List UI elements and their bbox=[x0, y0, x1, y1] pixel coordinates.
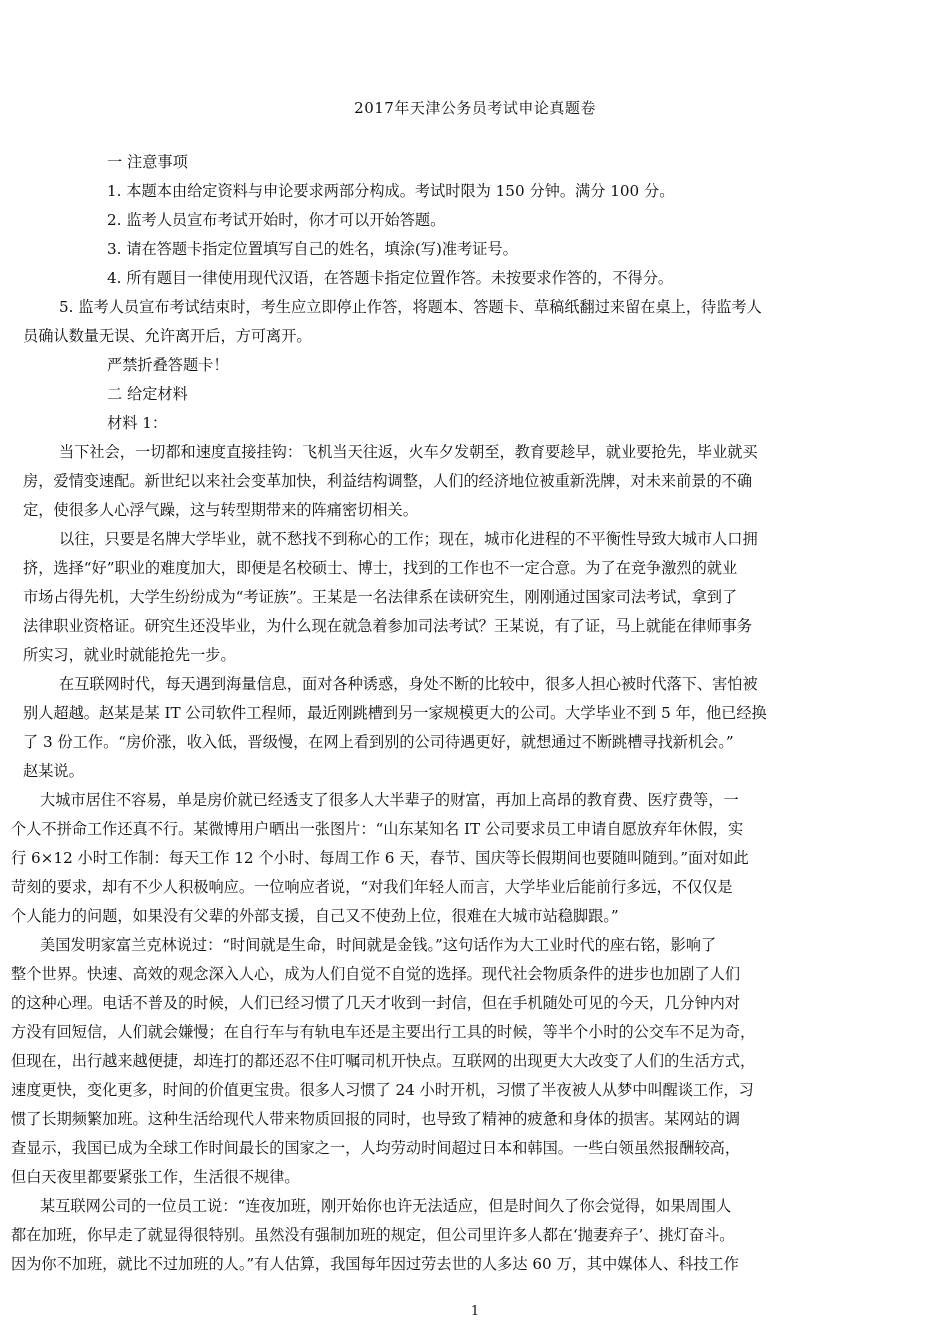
paragraph-line: 所实习，就业时就能抢先一步。 bbox=[23, 646, 236, 664]
paragraph-line: 方没有回短信，人们就会嫌慢；在自行车与有轨电车还是主要出行工具的时候，等半个小时的公交车不足为奇， bbox=[11, 1023, 756, 1041]
paragraph-line: 定，使很多人心浮气躁，这与转型期带来的阵痛密切相关。 bbox=[23, 501, 418, 519]
notice-item: 1. 本题本由给定资料与申论要求两部分构成。考试时限为 150 分钟。满分 100 分。 bbox=[107, 182, 675, 200]
paragraph-line: 查显示，我国已成为全球工作时间最长的国家之一，人均劳动时间超过日本和韩国。一些白领虽然报酬较高， bbox=[11, 1139, 740, 1157]
notice-item: 4. 所有题目一律使用现代汉语，在答题卡指定位置作答。未按要求作答的，不得分。 bbox=[107, 269, 674, 287]
notice-item: 3. 请在答题卡指定位置填写自己的姓名，填涂(写)准考证号。 bbox=[107, 240, 518, 258]
material-label: 材料 1： bbox=[107, 414, 168, 432]
paragraph-line: 苛刻的要求，却有不少人积极响应。一位响应者说，“对我们年轻人而言，大学毕业后能前行多远，不仅仅是 bbox=[11, 878, 733, 896]
paragraph-line: 了 3 份工作。“房价涨，收入低，晋级慢，在网上看到别的公司待遇更好，就想通过不断跳槽寻找新机会。” bbox=[23, 733, 734, 751]
paragraph-line: 美国发明家富兰克林说过：“时间就是生命，时间就是金钱。”这句话作为大工业时代的座右铭，影响了 bbox=[40, 936, 717, 954]
paragraph-line: 速度更快，变化更多，时间的价值更宝贵。很多人习惯了 24 小时开机，习惯了半夜被人从梦中叫醒谈工作，习 bbox=[11, 1081, 754, 1099]
section-heading: 一 注意事项 bbox=[107, 153, 188, 171]
paragraph-line: 因为你不加班，就比不过加班的人。”有人估算，我国每年因过劳去世的人多达 60 万，其中媒体人、科技工作 bbox=[11, 1255, 739, 1273]
paragraph-line: 个人不拼命工作还真不行。某微博用户晒出一张图片：“山东某知名 IT 公司要求员工申请自愿放弃年休假，实 bbox=[11, 820, 744, 838]
paragraph-line: 房，爱情变速配。新世纪以来社会变革加快，利益结构调整，人们的经济地位被重新洗牌，对未来前景的不确 bbox=[23, 472, 752, 490]
paragraph-line: 某互联网公司的一位员工说：“连夜加班，刚开始你也许无法适应，但是时间久了你会觉得，如果周围人 bbox=[40, 1197, 732, 1215]
paragraph-line: 在互联网时代，每天遇到海量信息，面对各种诱惑，身处不断的比较中，很多人担心被时代落下、害怕被 bbox=[59, 675, 758, 693]
paragraph-line: 当下社会，一切都和速度直接挂钩：飞机当天往返，火车夕发朝至，教育要趁早，就业要抢先，毕业就买 bbox=[59, 443, 758, 461]
notice-item: 5. 监考人员宣布考试结束时，考生应立即停止作答，将题本、答题卡、草稿纸翻过来留在桌上，待监考人 bbox=[59, 298, 762, 316]
paragraph-line: 以往，只要是名牌大学毕业，就不愁找不到称心的工作；现在，城市化进程的不平衡性导致大城市人口拥 bbox=[59, 530, 758, 548]
page-number: 1 bbox=[470, 1304, 480, 1319]
paragraph-line: 但白天夜里都要紧张工作，生活很不规律。 bbox=[11, 1168, 300, 1186]
paragraph-line: 但现在，出行越来越便捷，却连打的都还忍不住叮嘱司机开快点。互联网的出现更大大改变了人们的生活方式， bbox=[11, 1052, 756, 1070]
text-line: 员确认数量无误、允许离开后，方可离开。 bbox=[23, 327, 312, 345]
paragraph-line: 别人超越。赵某是某 IT 公司软件工程师，最近刚跳槽到另一家规模更大的公司。大学毕业不到 5 年，他已经换 bbox=[23, 704, 767, 722]
paragraph-line: 整个世界。快速、高效的观念深入人心，成为人们自觉不自觉的选择。现代社会物质条件的进步也加剧了人们 bbox=[11, 965, 740, 983]
document-title: 2017年天津公务员考试申论真题卷 bbox=[354, 99, 596, 117]
paragraph-line: 行 6×12 小时工作制：每天工作 12 个小时、每周工作 6 天，春节、国庆等长假期间也要随叫随到。”面对如此 bbox=[11, 849, 749, 867]
paragraph-line: 惯了长期频繁加班。这种生活给现代人带来物质回报的同时，也导致了精神的疲惫和身体的损害。某网站的调 bbox=[11, 1110, 740, 1128]
paragraph-line: 都在加班，你早走了就显得很特别。虽然没有强制加班的规定，但公司里许多人都在‘抛妻弃子’、挑灯奋斗。 bbox=[11, 1226, 735, 1244]
paragraph-line: 市场占得先机，大学生纷纷成为“考证族”。王某是一名法律系在读研究生，刚刚通过国家司法考试，拿到了 bbox=[23, 588, 738, 606]
warning-line: 严禁折叠答题卡！ bbox=[107, 356, 229, 374]
notice-item: 2. 监考人员宣布考试开始时，你才可以开始答题。 bbox=[107, 211, 446, 229]
paragraph-line: 大城市居住不容易，单是房价就已经透支了很多人大半辈子的财富，再加上高昂的教育费、医疗费等，一 bbox=[40, 791, 739, 809]
paragraph-line: 赵某说。 bbox=[23, 762, 84, 780]
section-heading: 二 给定材料 bbox=[107, 385, 188, 403]
paragraph-line: 个人能力的问题，如果没有父辈的外部支援，自己又不使劲上位，很难在大城市站稳脚跟。” bbox=[11, 907, 619, 925]
paragraph-line: 法律职业资格证。研究生还没毕业，为什么现在就急着参加司法考试？王某说，有了证，马上就能在律师事务 bbox=[23, 617, 752, 635]
paragraph-line: 挤，选择“好”职业的难度加大，即便是名校硕士、博士，找到的工作也不一定合意。为了在竞争激烈的就业 bbox=[23, 559, 738, 577]
document-body bbox=[0, 148, 950, 1279]
paragraph-line: 的这种心理。电话不普及的时候，人们已经习惯了几天才收到一封信，但在手机随处可见的今天，几分钟内对 bbox=[11, 994, 740, 1012]
